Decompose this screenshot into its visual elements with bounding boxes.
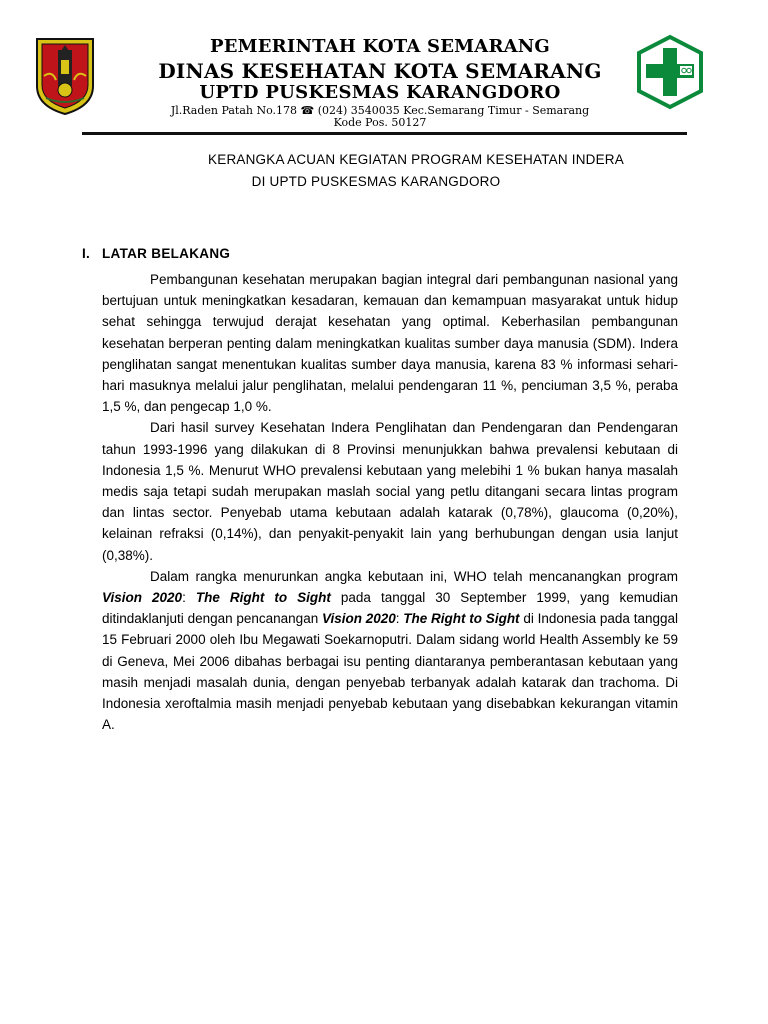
- right-to-sight-emphasis-2: The Right to Sight: [403, 611, 520, 627]
- letterhead-agency: DINAS KESEHATAN KOTA SEMARANG: [158, 59, 602, 83]
- letterhead-divider: [82, 132, 687, 135]
- document-title-line-1: KERANGKA ACUAN KEGIATAN PROGRAM KESEHATAN INDERA: [208, 152, 624, 167]
- vision-2020-emphasis: Vision 2020: [102, 590, 183, 606]
- section-title: LATAR BELAKANG: [102, 246, 231, 261]
- letterhead-unit: UPTD PUSKESMAS KARANGDORO: [199, 82, 561, 103]
- section-body: [102, 269, 678, 735]
- section-number: I.: [82, 246, 91, 261]
- paragraph-1: Pembangunan kesehatan merupakan bagian integral dari pembangunan nasional yang bertujuan untuk meningkatkan kesadaran, kemauan dan kemampuan masyarakat untuk hidup sehat sehingga terwujud derajat kesehatan yang optimal. Keberhasilan pembangunan kesehatan berperan penting dalam meningkatkan kualitas sumber daya manusia (SDM). Indera penglihatan sangat menentukan kualitas sumber daya manusia, karena 83 % informasi sehari- hari masuknya melalui jalur penglihatan, melalui pendengaran 11 %, penciuman 3,5 %, peraba 1,5 %, dan pengecap 1,0 %.: [102, 272, 678, 415]
- right-to-sight-emphasis: The Right to Sight: [195, 590, 331, 606]
- paragraph-3: [102, 566, 678, 736]
- letterhead-address: Jl.Raden Patah No.178 ☎ (024) 3540035 Kec.Semarang Timur - Semarang: [170, 104, 590, 117]
- section-heading: [82, 246, 230, 261]
- paragraph-3-separator-1: :: [182, 590, 196, 606]
- letterhead-government: PEMERINTAH KOTA SEMARANG: [209, 36, 551, 57]
- paragraph-3-text-c: di Indonesia pada tanggal 15 Februari 2000 oleh Ibu Megawati Soekarnoputri. Dalam sidang world Health Assembly ke 59 di Geneva, Mei 2006 dibahas berbagai isu penting diantaranya pemberantasan kebutaan yang masih menjadi masalah dunia, dengan penyebab terbanyak adalah katarak dan trachoma. Di Indonesia xeroftalmia masih menjadi penyebab kebutaan yang disebabkan kekurangan vitamin A.: [102, 611, 678, 733]
- paragraph-3-text-a: Dalam rangka menurunkan angka kebutaan ini, WHO telah mencanangkan program: [150, 568, 678, 584]
- document-title-line-2: DI UPTD PUSKESMAS KARANGDORO: [251, 174, 501, 189]
- letterhead-postal-code: Kode Pos. 50127: [333, 116, 427, 129]
- paragraph-3-text-b: pada tanggal 30 September 1999, yang kemudian ditindaklanjuti dengan pencanangan: [102, 590, 678, 627]
- paragraph-3-separator-2: :: [395, 611, 404, 627]
- paragraph-2: Dari hasil survey Kesehatan Indera Penglihatan dan Pendengaran dan Pendengaran tahun 1993-1996 yang dilakukan di 8 Provinsi menunjukkan bahwa prevalensi kebutaan di Indonesia 1,5 %. Menurut WHO prevalensi kebutaan yang melebihi 1 % bukan hanya masalah medis saja tetapi sudah merupakan maslah social yang petlu ditangani secara lintas program dan lintas sector. Penyebab utama kebutaan adalah katarak (0,78%), glaucoma (0,20%), kelainan refraksi (0,14%), dan penyakit-penyakit lain yang berhubungan dengan usia lanjut (0,38%).: [102, 420, 678, 563]
- vision-2020-emphasis-2: Vision 2020: [321, 611, 396, 627]
- semarang-city-emblem-icon: [34, 36, 96, 116]
